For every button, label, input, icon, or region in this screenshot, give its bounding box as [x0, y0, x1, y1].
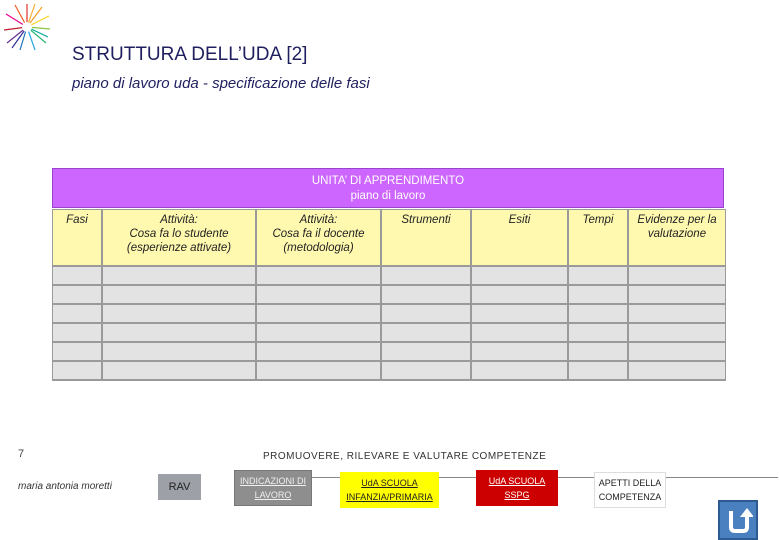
table-cell[interactable] [257, 305, 380, 322]
author-name: maria antonia moretti [18, 481, 112, 492]
table-cell[interactable] [472, 324, 567, 341]
table-cell[interactable] [472, 343, 567, 360]
button-label-line: UdA SCUOLA [361, 478, 418, 488]
button-label-line: SSPG [504, 490, 530, 500]
col-header-line: Esiti [508, 214, 531, 226]
table-cell[interactable] [569, 286, 627, 303]
table-cell[interactable] [53, 286, 101, 303]
rav-label: RAV [168, 481, 191, 493]
table-cell[interactable] [103, 343, 255, 360]
table-cell[interactable] [569, 324, 627, 341]
table-cell[interactable] [382, 324, 470, 341]
table-cell[interactable] [257, 267, 380, 284]
uda-grid [52, 209, 726, 381]
apetti-competenza-button[interactable] [594, 472, 666, 508]
uda-plan-table [52, 168, 726, 381]
table-cell[interactable] [257, 324, 380, 341]
col-header-strumenti [382, 210, 470, 265]
table-cell[interactable] [629, 267, 725, 284]
col-header-line: Tempi [582, 214, 614, 226]
col-header-line: Fasi [66, 214, 88, 226]
table-cell[interactable] [53, 324, 101, 341]
table-cell[interactable] [103, 362, 255, 379]
col-header-line: Evidenze per la [637, 214, 717, 226]
table-cell[interactable] [103, 267, 255, 284]
col-header-attivita-docente [257, 210, 380, 265]
uda-banner-subtitle: piano di lavoro [350, 190, 426, 202]
col-header-evidenze [629, 210, 725, 265]
col-header-fasi [53, 210, 101, 265]
button-label-line: LAVORO [254, 490, 292, 500]
col-header-tempi [569, 210, 627, 265]
return-button[interactable] [718, 500, 758, 540]
table-cell[interactable] [569, 267, 627, 284]
table-cell[interactable] [53, 305, 101, 322]
table-cell[interactable] [382, 362, 470, 379]
col-header-esiti [472, 210, 567, 265]
col-header-line: valutazione [647, 228, 707, 240]
uda-banner [52, 168, 724, 208]
col-header-line: Attività: [160, 214, 198, 226]
table-cell[interactable] [629, 305, 725, 322]
col-header-line: (esperienze attivate) [126, 242, 232, 254]
col-header-line: Cosa fa il docente [272, 228, 365, 240]
table-cell[interactable] [382, 305, 470, 322]
table-cell[interactable] [629, 362, 725, 379]
page-title: STRUTTURA DELL’UDA [2] [72, 44, 308, 65]
table-cell[interactable] [472, 362, 567, 379]
table-cell[interactable] [257, 286, 380, 303]
page-subtitle: piano di lavoro uda - specificazione delle fasi [72, 75, 370, 92]
table-cell[interactable] [53, 267, 101, 284]
table-cell[interactable] [569, 305, 627, 322]
return-arrow-icon [723, 505, 753, 535]
table-cell[interactable] [257, 362, 380, 379]
uda-banner-title: UNITA’ DI APPRENDIMENTO [311, 175, 465, 187]
table-cell[interactable] [382, 286, 470, 303]
indicazioni-lavoro-button[interactable] [234, 470, 312, 506]
table-cell[interactable] [569, 362, 627, 379]
rav-button[interactable] [158, 474, 201, 500]
table-cell[interactable] [382, 267, 470, 284]
button-label-line: INFANZIA/PRIMARIA [346, 492, 433, 502]
table-cell[interactable] [103, 324, 255, 341]
uda-infanzia-primaria-button[interactable] [340, 472, 439, 508]
table-cell[interactable] [472, 286, 567, 303]
button-label-line: APETTI DELLA [598, 478, 662, 488]
footer-tagline: PROMUOVERE, RILEVARE E VALUTARE COMPETENZE [263, 451, 547, 462]
table-cell[interactable] [629, 343, 725, 360]
table-cell[interactable] [103, 305, 255, 322]
table-cell[interactable] [569, 343, 627, 360]
col-header-line: (metodologia) [283, 242, 354, 254]
table-cell[interactable] [103, 286, 255, 303]
col-header-attivita-studente [103, 210, 255, 265]
button-label-line: INDICAZIONI DI [239, 476, 306, 486]
uda-sspg-button[interactable] [476, 470, 558, 506]
table-cell[interactable] [382, 343, 470, 360]
starburst-logo [2, 2, 52, 52]
table-cell[interactable] [257, 343, 380, 360]
col-header-line: Attività: [299, 214, 338, 226]
table-cell[interactable] [472, 305, 567, 322]
table-cell[interactable] [629, 286, 725, 303]
col-header-line: Cosa fa lo studente [129, 228, 229, 240]
table-cell[interactable] [472, 267, 567, 284]
table-cell[interactable] [629, 324, 725, 341]
table-cell[interactable] [53, 362, 101, 379]
button-label-line: COMPETENZA [598, 492, 662, 502]
button-label-line: UdA SCUOLA [488, 476, 546, 486]
table-cell[interactable] [53, 343, 101, 360]
page-number: 7 [18, 448, 25, 460]
col-header-line: Strumenti [401, 214, 451, 226]
